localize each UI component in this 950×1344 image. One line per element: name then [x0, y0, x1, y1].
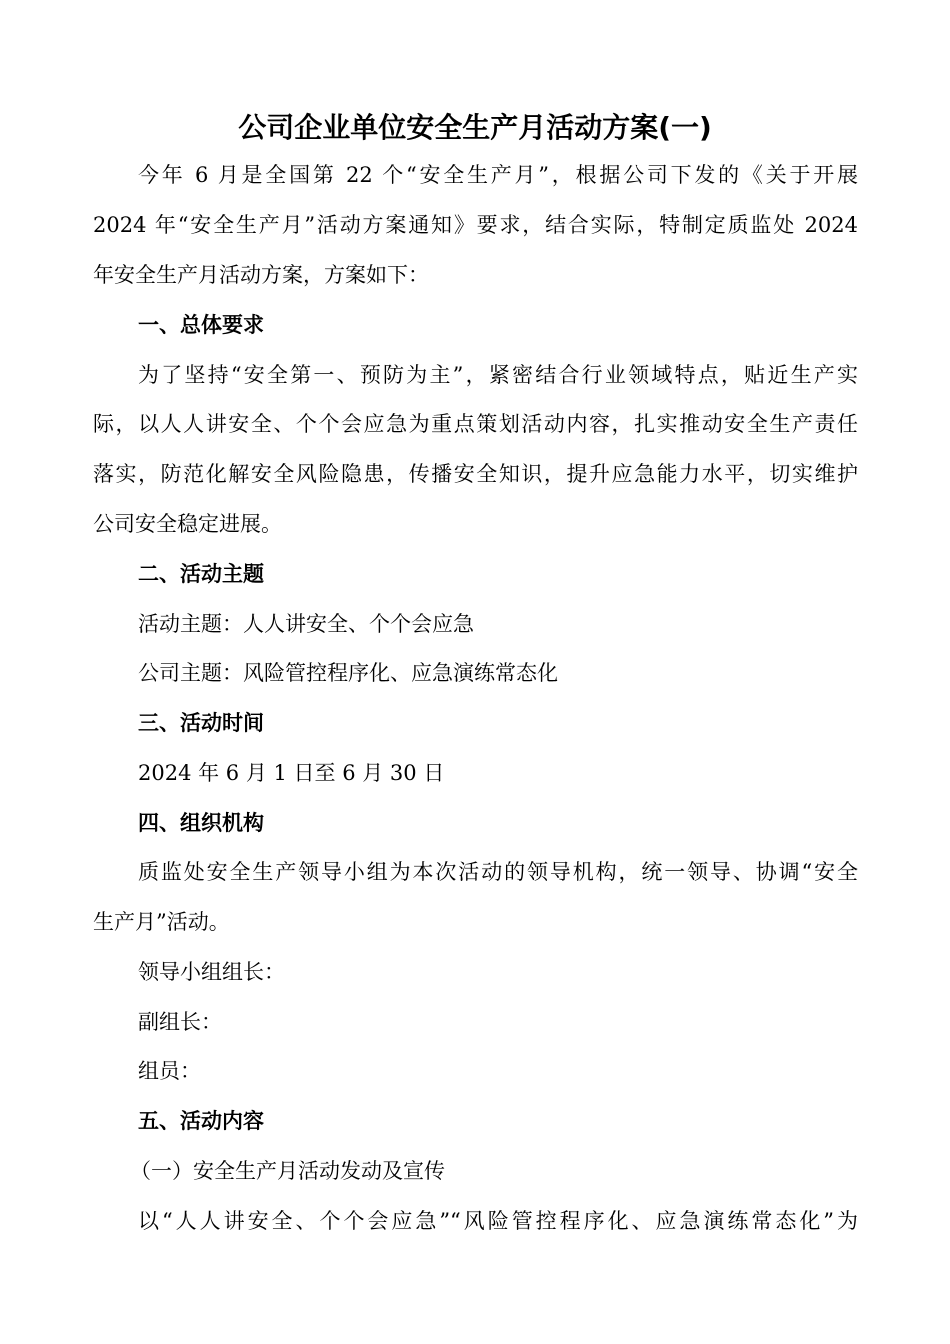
activity-time-text: 2024 年 6 月 1 日至 6 月 30 日 [138, 761, 445, 785]
intro-line-1: 今年 6 月是全国第 22 个“安全生产月”，根据公司下发的《关于开展 [138, 163, 858, 187]
leader-label: 领导小组组长： [138, 960, 285, 984]
section-heading-activity-content: 五、活动内容 [138, 1109, 264, 1133]
section1-line-4: 公司安全稳定进展。 [93, 512, 282, 536]
intro-line-2: 2024 年“安全生产月”活动方案通知》要求，结合实际，特制定质监处 2024 [93, 213, 858, 237]
section5-line-1: 以“人人讲安全、个个会应急”“风险管控程序化、应急演练常态化”为 [138, 1209, 858, 1233]
section-heading-activity-theme: 二、活动主题 [138, 562, 264, 586]
document-title: 公司企业单位安全生产月活动方案(一) [238, 111, 712, 144]
intro-line-3: 年安全生产月活动方案，方案如下： [93, 263, 429, 287]
section-heading-activity-time: 三、活动时间 [138, 711, 264, 735]
section-heading-general-requirements: 一、总体要求 [138, 313, 264, 337]
section1-line-2: 际，以人人讲安全、个个会应急为重点策划活动内容，扎实推动安全生产责任 [93, 412, 858, 436]
section4-line-2: 生产月”活动。 [93, 910, 230, 934]
section4-line-1: 质监处安全生产领导小组为本次活动的领导机构，统一领导、协调“安全 [138, 860, 858, 884]
deputy-label: 副组长： [138, 1010, 222, 1034]
section-heading-organization: 四、组织机构 [138, 811, 264, 835]
members-label: 组员： [138, 1059, 201, 1083]
section1-line-3: 落实，防范化解安全风险隐患，传播安全知识，提升应急能力水平，切实维护 [93, 462, 858, 486]
company-theme-text: 公司主题：风险管控程序化、应急演练常态化 [138, 661, 558, 685]
subsection-heading-launch-publicity: （一）安全生产月活动发动及宣传 [130, 1159, 445, 1183]
section1-line-1: 为了坚持“安全第一、预防为主”，紧密结合行业领域特点，贴近生产实 [138, 363, 858, 387]
activity-theme-text: 活动主题：人人讲安全、个个会应急 [138, 612, 474, 636]
